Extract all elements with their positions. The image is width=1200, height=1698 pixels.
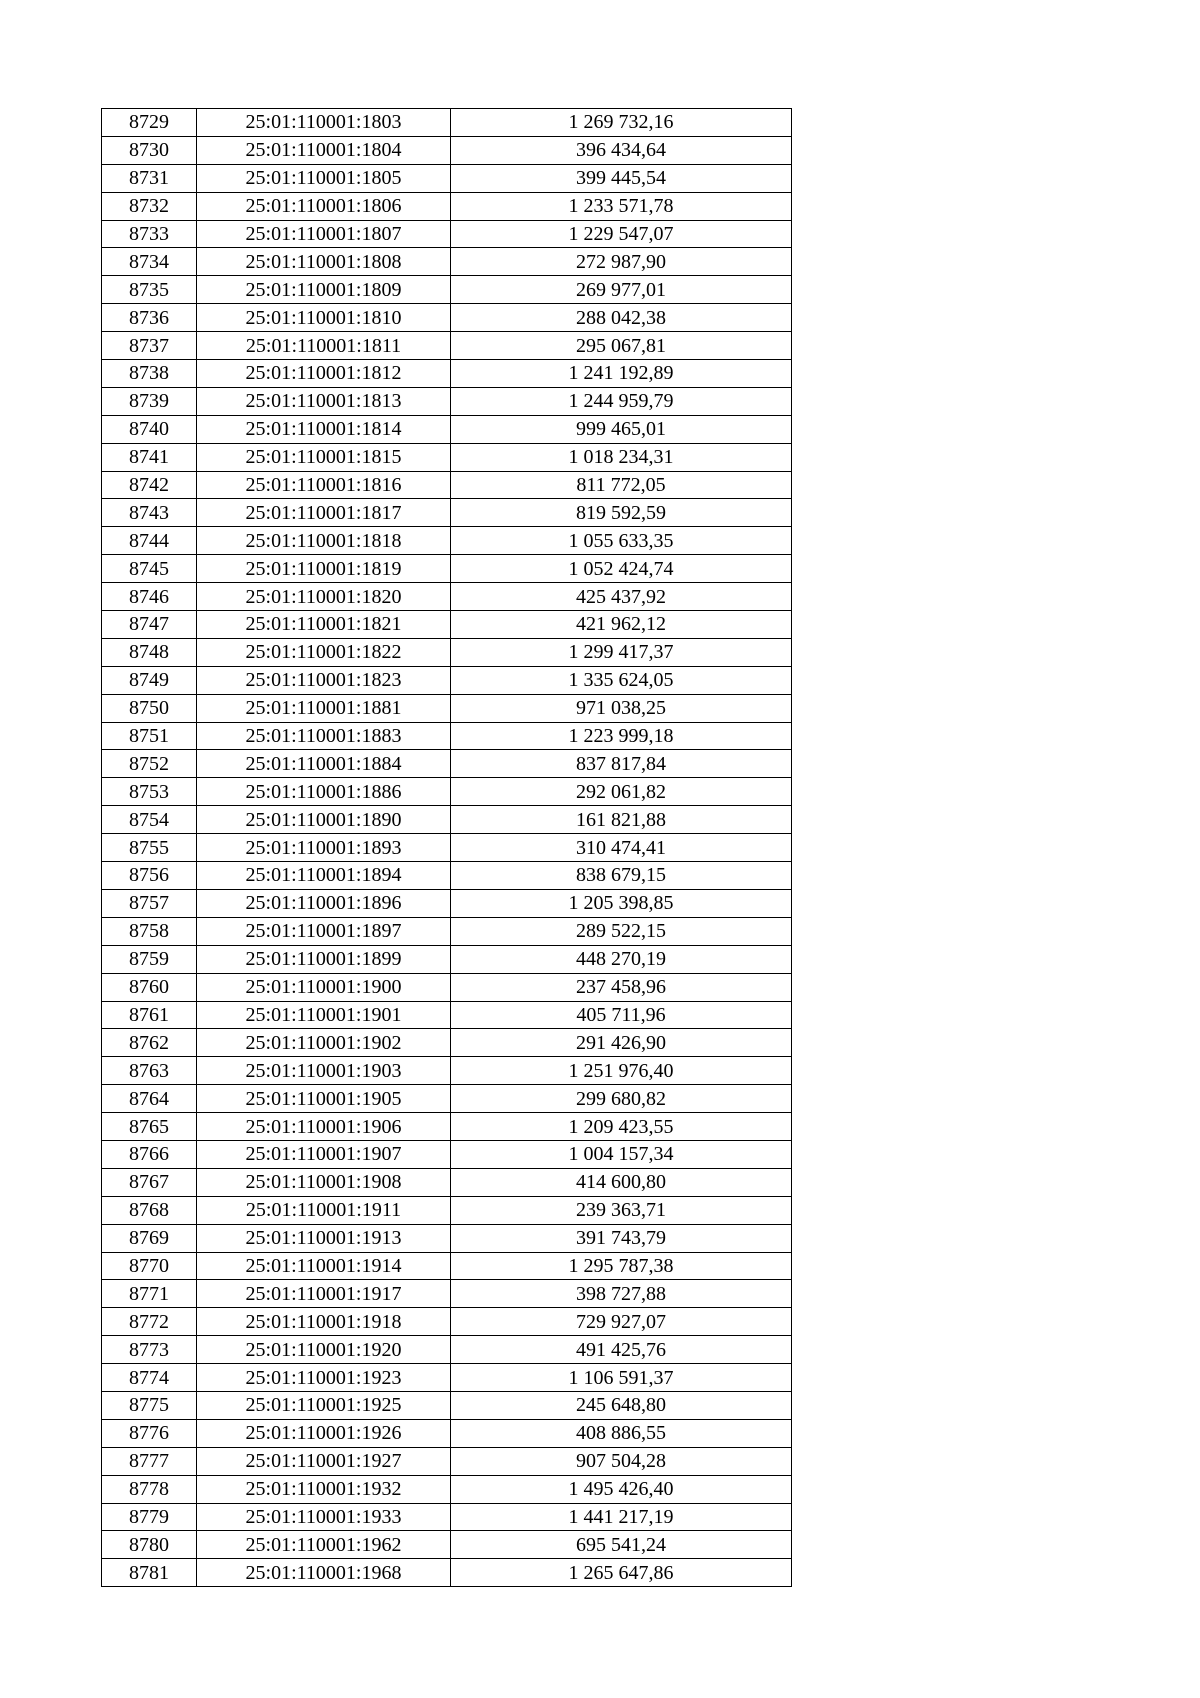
cadastral-number-cell: 25:01:110001:1816: [197, 471, 451, 499]
table-row: [102, 1085, 792, 1113]
cadastral-number-cell: 25:01:110001:1968: [197, 1559, 451, 1587]
cadastral-value-cell: 291 426,90: [451, 1029, 792, 1057]
row-number-cell: 8749: [102, 666, 197, 694]
cadastral-value-cell: 1 233 571,78: [451, 192, 792, 220]
row-number-cell: 8745: [102, 555, 197, 583]
cadastral-value-cell: 405 711,96: [451, 1001, 792, 1029]
cadastral-number-cell: 25:01:110001:1907: [197, 1140, 451, 1168]
cadastral-number-cell: 25:01:110001:1896: [197, 889, 451, 917]
cadastral-value-cell: 1 269 732,16: [451, 109, 792, 137]
table-row: [102, 1503, 792, 1531]
table-row: [102, 332, 792, 360]
row-number-cell: 8747: [102, 611, 197, 639]
row-number-cell: 8771: [102, 1280, 197, 1308]
cadastral-number-cell: 25:01:110001:1890: [197, 806, 451, 834]
cadastral-value-cell: 292 061,82: [451, 778, 792, 806]
cadastral-number-cell: 25:01:110001:1902: [197, 1029, 451, 1057]
cadastral-value-cell: 819 592,59: [451, 499, 792, 527]
cadastral-number-cell: 25:01:110001:1807: [197, 220, 451, 248]
cadastral-value-cell: 837 817,84: [451, 750, 792, 778]
cadastral-number-cell: 25:01:110001:1819: [197, 555, 451, 583]
table-row: [102, 387, 792, 415]
cadastral-value-cell: 1 295 787,38: [451, 1252, 792, 1280]
cadastral-number-cell: 25:01:110001:1812: [197, 360, 451, 388]
table-row: [102, 499, 792, 527]
cadastral-value-cell: 1 244 959,79: [451, 387, 792, 415]
cadastral-value-cell: 729 927,07: [451, 1308, 792, 1336]
cadastral-number-cell: 25:01:110001:1962: [197, 1531, 451, 1559]
table-row: [102, 834, 792, 862]
row-number-cell: 8766: [102, 1140, 197, 1168]
cadastral-number-cell: 25:01:110001:1804: [197, 136, 451, 164]
cadastral-value-cell: 288 042,38: [451, 304, 792, 332]
cadastral-number-cell: 25:01:110001:1901: [197, 1001, 451, 1029]
cadastral-value-cell: 391 743,79: [451, 1224, 792, 1252]
table-row: [102, 415, 792, 443]
table-row: [102, 806, 792, 834]
row-number-cell: 8731: [102, 164, 197, 192]
table-row: [102, 889, 792, 917]
row-number-cell: 8740: [102, 415, 197, 443]
cadastral-value-cell: 239 363,71: [451, 1196, 792, 1224]
table-row: [102, 1196, 792, 1224]
cadastral-number-cell: 25:01:110001:1808: [197, 248, 451, 276]
row-number-cell: 8770: [102, 1252, 197, 1280]
row-number-cell: 8759: [102, 945, 197, 973]
cadastral-number-cell: 25:01:110001:1926: [197, 1419, 451, 1447]
row-number-cell: 8751: [102, 722, 197, 750]
row-number-cell: 8737: [102, 332, 197, 360]
cadastral-value-cell: 999 465,01: [451, 415, 792, 443]
row-number-cell: 8754: [102, 806, 197, 834]
cadastral-number-cell: 25:01:110001:1886: [197, 778, 451, 806]
cadastral-number-cell: 25:01:110001:1805: [197, 164, 451, 192]
cadastral-value-cell: 425 437,92: [451, 583, 792, 611]
cadastral-number-cell: 25:01:110001:1918: [197, 1308, 451, 1336]
cadastral-number-cell: 25:01:110001:1920: [197, 1336, 451, 1364]
cadastral-value-cell: 237 458,96: [451, 973, 792, 1001]
cadastral-value-cell: 310 474,41: [451, 834, 792, 862]
row-number-cell: 8767: [102, 1168, 197, 1196]
cadastral-value-cell: 1 018 234,31: [451, 443, 792, 471]
table-row: [102, 1531, 792, 1559]
table-row: [102, 666, 792, 694]
row-number-cell: 8752: [102, 750, 197, 778]
table-row: [102, 1113, 792, 1141]
table-row: [102, 1364, 792, 1392]
cadastral-value-cell: 1 229 547,07: [451, 220, 792, 248]
row-number-cell: 8734: [102, 248, 197, 276]
table-row: [102, 1252, 792, 1280]
cadastral-value-cell: 408 886,55: [451, 1419, 792, 1447]
table-row: [102, 722, 792, 750]
row-number-cell: 8758: [102, 917, 197, 945]
cadastral-value-cell: 1 335 624,05: [451, 666, 792, 694]
cadastral-value-cell: 811 772,05: [451, 471, 792, 499]
table-row: [102, 1280, 792, 1308]
cadastral-value-cell: 1 205 398,85: [451, 889, 792, 917]
row-number-cell: 8762: [102, 1029, 197, 1057]
row-number-cell: 8757: [102, 889, 197, 917]
row-number-cell: 8729: [102, 109, 197, 137]
cadastral-number-cell: 25:01:110001:1899: [197, 945, 451, 973]
table-row: [102, 973, 792, 1001]
table-row: [102, 1140, 792, 1168]
cadastral-number-cell: 25:01:110001:1908: [197, 1168, 451, 1196]
cadastral-value-cell: 448 270,19: [451, 945, 792, 973]
cadastral-number-cell: 25:01:110001:1900: [197, 973, 451, 1001]
table-row: [102, 1001, 792, 1029]
cadastral-value-cell: 971 038,25: [451, 694, 792, 722]
cadastral-number-cell: 25:01:110001:1881: [197, 694, 451, 722]
table-row: [102, 917, 792, 945]
cadastral-number-cell: 25:01:110001:1822: [197, 638, 451, 666]
table-row: [102, 1475, 792, 1503]
row-number-cell: 8753: [102, 778, 197, 806]
row-number-cell: 8743: [102, 499, 197, 527]
row-number-cell: 8732: [102, 192, 197, 220]
cadastral-value-cell: 245 648,80: [451, 1391, 792, 1419]
table-row: [102, 611, 792, 639]
row-number-cell: 8738: [102, 360, 197, 388]
cadastral-number-cell: 25:01:110001:1806: [197, 192, 451, 220]
row-number-cell: 8768: [102, 1196, 197, 1224]
cadastral-number-cell: 25:01:110001:1815: [197, 443, 451, 471]
cadastral-number-cell: 25:01:110001:1905: [197, 1085, 451, 1113]
cadastral-value-cell: 161 821,88: [451, 806, 792, 834]
row-number-cell: 8779: [102, 1503, 197, 1531]
row-number-cell: 8769: [102, 1224, 197, 1252]
cadastral-value-cell: 1 441 217,19: [451, 1503, 792, 1531]
row-number-cell: 8774: [102, 1364, 197, 1392]
table-row: [102, 1391, 792, 1419]
row-number-cell: 8746: [102, 583, 197, 611]
row-number-cell: 8750: [102, 694, 197, 722]
cadastral-value-cell: 491 425,76: [451, 1336, 792, 1364]
cadastral-value-cell: 272 987,90: [451, 248, 792, 276]
row-number-cell: 8777: [102, 1447, 197, 1475]
cadastral-number-cell: 25:01:110001:1923: [197, 1364, 451, 1392]
cadastral-number-cell: 25:01:110001:1913: [197, 1224, 451, 1252]
cadastral-value-cell: 838 679,15: [451, 862, 792, 890]
row-number-cell: 8735: [102, 276, 197, 304]
row-number-cell: 8755: [102, 834, 197, 862]
row-number-cell: 8756: [102, 862, 197, 890]
cadastral-value-cell: 695 541,24: [451, 1531, 792, 1559]
cadastral-value-cell: 1 055 633,35: [451, 527, 792, 555]
cadastral-value-cell: 1 209 423,55: [451, 1113, 792, 1141]
cadastral-number-cell: 25:01:110001:1914: [197, 1252, 451, 1280]
table-row: [102, 1057, 792, 1085]
row-number-cell: 8763: [102, 1057, 197, 1085]
cadastral-number-cell: 25:01:110001:1811: [197, 332, 451, 360]
table-row: [102, 694, 792, 722]
cadastral-number-cell: 25:01:110001:1897: [197, 917, 451, 945]
cadastral-value-cell: 289 522,15: [451, 917, 792, 945]
row-number-cell: 8776: [102, 1419, 197, 1447]
cadastral-value-cell: 299 680,82: [451, 1085, 792, 1113]
table-row: [102, 248, 792, 276]
row-number-cell: 8730: [102, 136, 197, 164]
table-row: [102, 527, 792, 555]
row-number-cell: 8778: [102, 1475, 197, 1503]
cadastral-value-cell: 396 434,64: [451, 136, 792, 164]
cadastral-number-cell: 25:01:110001:1810: [197, 304, 451, 332]
table-row: [102, 192, 792, 220]
cadastral-number-cell: 25:01:110001:1917: [197, 1280, 451, 1308]
cadastral-number-cell: 25:01:110001:1903: [197, 1057, 451, 1085]
table-row: [102, 1559, 792, 1587]
row-number-cell: 8775: [102, 1391, 197, 1419]
row-number-cell: 8742: [102, 471, 197, 499]
cadastral-number-cell: 25:01:110001:1821: [197, 611, 451, 639]
cadastral-number-cell: 25:01:110001:1925: [197, 1391, 451, 1419]
cadastral-number-cell: 25:01:110001:1893: [197, 834, 451, 862]
row-number-cell: 8765: [102, 1113, 197, 1141]
cadastral-value-cell: 1 223 999,18: [451, 722, 792, 750]
cadastral-number-cell: 25:01:110001:1933: [197, 1503, 451, 1531]
cadastral-value-cell: 421 962,12: [451, 611, 792, 639]
table-row: [102, 276, 792, 304]
cadastral-value-cell: 399 445,54: [451, 164, 792, 192]
cadastral-number-cell: 25:01:110001:1883: [197, 722, 451, 750]
table-row: [102, 583, 792, 611]
cadastral-number-cell: 25:01:110001:1820: [197, 583, 451, 611]
row-number-cell: 8748: [102, 638, 197, 666]
cadastral-number-cell: 25:01:110001:1927: [197, 1447, 451, 1475]
cadastral-number-cell: 25:01:110001:1813: [197, 387, 451, 415]
cadastral-value-cell: 1 251 976,40: [451, 1057, 792, 1085]
table-row: [102, 443, 792, 471]
table-row: [102, 136, 792, 164]
row-number-cell: 8773: [102, 1336, 197, 1364]
cadastral-value-cell: 907 504,28: [451, 1447, 792, 1475]
row-number-cell: 8736: [102, 304, 197, 332]
row-number-cell: 8760: [102, 973, 197, 1001]
table-row: [102, 220, 792, 248]
table-row: [102, 471, 792, 499]
table-row: [102, 1168, 792, 1196]
row-number-cell: 8781: [102, 1559, 197, 1587]
cadastral-value-cell: 1 495 426,40: [451, 1475, 792, 1503]
table-row: [102, 862, 792, 890]
cadastral-number-cell: 25:01:110001:1911: [197, 1196, 451, 1224]
cadastral-number-cell: 25:01:110001:1814: [197, 415, 451, 443]
cadastral-value-cell: 414 600,80: [451, 1168, 792, 1196]
cadastral-number-cell: 25:01:110001:1818: [197, 527, 451, 555]
table-row: [102, 555, 792, 583]
row-number-cell: 8761: [102, 1001, 197, 1029]
row-number-cell: 8772: [102, 1308, 197, 1336]
table-row: [102, 1308, 792, 1336]
table-row: [102, 1224, 792, 1252]
cadastral-number-cell: 25:01:110001:1894: [197, 862, 451, 890]
table-row: [102, 1419, 792, 1447]
cadastral-value-table: [101, 108, 792, 1587]
cadastral-value-cell: 1 106 591,37: [451, 1364, 792, 1392]
table-row: [102, 304, 792, 332]
table-row: [102, 945, 792, 973]
cadastral-value-cell: 1 241 192,89: [451, 360, 792, 388]
row-number-cell: 8741: [102, 443, 197, 471]
row-number-cell: 8764: [102, 1085, 197, 1113]
cadastral-number-cell: 25:01:110001:1906: [197, 1113, 451, 1141]
row-number-cell: 8744: [102, 527, 197, 555]
table-row: [102, 360, 792, 388]
cadastral-value-cell: 398 727,88: [451, 1280, 792, 1308]
table-row: [102, 164, 792, 192]
cadastral-number-cell: 25:01:110001:1884: [197, 750, 451, 778]
table-row: [102, 778, 792, 806]
table-row: [102, 638, 792, 666]
row-number-cell: 8733: [102, 220, 197, 248]
cadastral-number-cell: 25:01:110001:1803: [197, 109, 451, 137]
table-body: [102, 109, 792, 1587]
cadastral-value-cell: 1 299 417,37: [451, 638, 792, 666]
cadastral-number-cell: 25:01:110001:1932: [197, 1475, 451, 1503]
cadastral-number-cell: 25:01:110001:1823: [197, 666, 451, 694]
cadastral-value-cell: 1 052 424,74: [451, 555, 792, 583]
row-number-cell: 8780: [102, 1531, 197, 1559]
cadastral-value-cell: 269 977,01: [451, 276, 792, 304]
table-row: [102, 750, 792, 778]
cadastral-value-cell: 1 004 157,34: [451, 1140, 792, 1168]
table-row: [102, 1447, 792, 1475]
row-number-cell: 8739: [102, 387, 197, 415]
cadastral-number-cell: 25:01:110001:1817: [197, 499, 451, 527]
cadastral-value-cell: 295 067,81: [451, 332, 792, 360]
table-row: [102, 1336, 792, 1364]
cadastral-number-cell: 25:01:110001:1809: [197, 276, 451, 304]
cadastral-value-cell: 1 265 647,86: [451, 1559, 792, 1587]
table-row: [102, 1029, 792, 1057]
table-row: [102, 109, 792, 137]
